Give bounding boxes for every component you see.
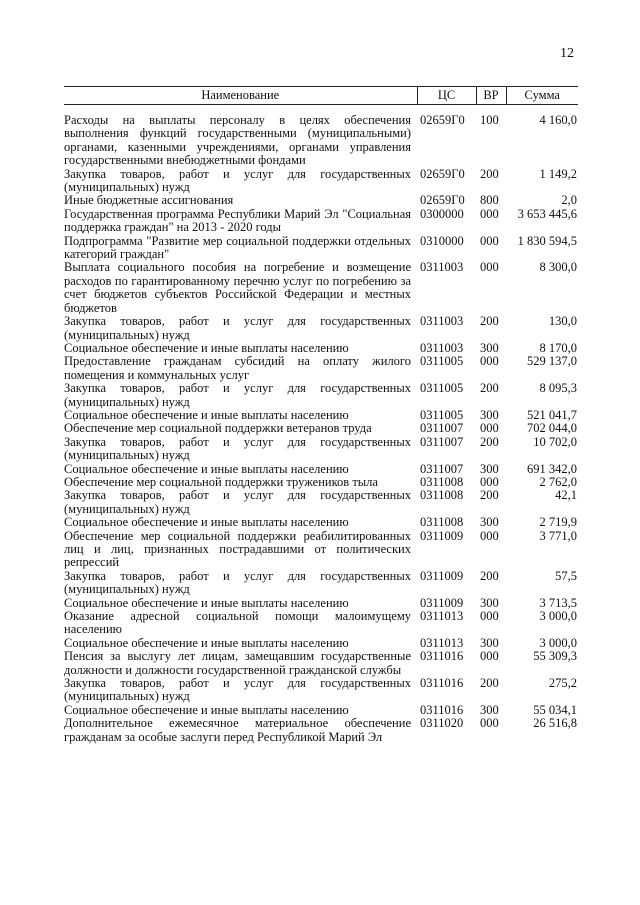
page-number: 12 <box>560 46 574 61</box>
row-cs: 0311007 <box>420 434 464 449</box>
row-vr: 300 <box>480 407 499 422</box>
row-vr: 000 <box>480 421 499 436</box>
row-sum: 529 137,0 <box>527 354 577 369</box>
table-row <box>64 315 578 342</box>
header-sum: Сумма <box>506 87 578 105</box>
table-row <box>64 637 578 650</box>
table-row <box>64 409 578 422</box>
row-name: Иные бюджетные ассигнования <box>64 193 234 208</box>
header-vr: ВР <box>476 87 506 105</box>
row-vr: 000 <box>480 233 499 248</box>
row-name: Обеспечение мер социальной поддержки тружеников тыла <box>64 474 378 489</box>
row-name: Оказание адресной социальной помощи малоимущему населению <box>64 609 411 637</box>
table-row <box>64 382 578 409</box>
row-sum: 3 000,0 <box>539 635 577 650</box>
row-cs: 0311008 <box>420 515 464 530</box>
row-sum: 3 000,0 <box>539 609 577 624</box>
table-row <box>64 476 578 489</box>
row-vr: 200 <box>480 381 499 396</box>
row-sum: 2 719,9 <box>539 515 577 530</box>
row-vr: 200 <box>480 314 499 329</box>
row-vr: 200 <box>480 488 499 503</box>
row-cs: 0310000 <box>420 233 464 248</box>
row-cs: 0311009 <box>420 568 464 583</box>
row-sum: 42,1 <box>555 488 577 503</box>
row-sum: 1 149,2 <box>539 166 577 181</box>
row-name: Социальное обеспечение и иные выплаты населению <box>64 407 349 422</box>
row-name: Закупка товаров, работ и услуг для государственных (муниципальных) нужд <box>64 676 411 704</box>
table-row <box>64 650 578 677</box>
row-sum: 26 516,8 <box>533 716 577 731</box>
row-name: Подпрограмма "Развитие мер социальной поддержки отдельных категорий граждан" <box>64 233 411 262</box>
row-vr: 000 <box>480 260 499 275</box>
row-sum: 702 044,0 <box>527 421 577 436</box>
table-row <box>64 530 578 570</box>
row-name: Расходы на выплаты персоналу в целях обеспечения выполнения функций государственными (муниципальными) органами, казенными учреждениями, органами управления государственными внебюджетными фондами <box>64 113 411 168</box>
row-vr: 300 <box>480 461 499 476</box>
table-row <box>64 610 578 637</box>
row-sum: 1 830 594,5 <box>517 233 577 248</box>
row-sum: 8 095,3 <box>539 381 577 396</box>
table-row <box>64 516 578 529</box>
table-row <box>64 261 578 315</box>
row-cs: 0311005 <box>420 407 464 422</box>
row-vr: 300 <box>480 635 499 650</box>
row-vr: 300 <box>480 340 499 355</box>
table-row <box>64 422 578 435</box>
row-vr: 300 <box>480 595 499 610</box>
row-sum: 55 034,1 <box>533 702 577 717</box>
row-vr: 000 <box>480 206 499 221</box>
row-name: Обеспечение мер социальной поддержки ветеранов труда <box>64 421 372 436</box>
row-vr: 200 <box>480 676 499 691</box>
row-cs: 0311016 <box>420 676 464 691</box>
row-name: Предоставление гражданам субсидий на оплату жилого помещения и коммунальных услуг <box>64 354 411 382</box>
table-row <box>64 342 578 355</box>
row-sum: 130,0 <box>548 314 577 329</box>
row-cs: 0311003 <box>420 340 464 355</box>
row-cs: 02659Г0 <box>420 193 465 208</box>
row-sum: 8 300,0 <box>539 260 577 275</box>
table-row <box>64 235 578 262</box>
row-vr: 800 <box>480 193 499 208</box>
table-row <box>64 704 578 717</box>
row-name: Дополнительное ежемесячное материальное обеспечение гражданам за особые заслуги перед Республикой Марий Эл <box>64 716 411 744</box>
table-row <box>64 194 578 207</box>
row-vr: 000 <box>480 649 499 664</box>
row-name: Социальное обеспечение и иные выплаты населению <box>64 340 349 355</box>
row-cs: 0311003 <box>420 260 464 275</box>
row-sum: 521 041,7 <box>527 407 577 422</box>
row-vr: 200 <box>480 166 499 181</box>
table-row <box>64 168 578 195</box>
row-cs: 0300000 <box>420 206 464 221</box>
row-cs: 02659Г0 <box>420 113 465 127</box>
row-cs: 0311005 <box>420 381 464 396</box>
row-cs: 0311009 <box>420 595 464 610</box>
row-name: Обеспечение мер социальной поддержки реабилитированных лиц и лиц, признанных пострадавшими от политических репрессий <box>64 528 411 570</box>
row-cs: 0311008 <box>420 474 464 489</box>
row-name: Закупка товаров, работ и услуг для государственных (муниципальных) нужд <box>64 381 411 409</box>
row-name: Социальное обеспечение и иные выплаты населению <box>64 635 349 650</box>
row-cs: 0311020 <box>420 716 464 731</box>
row-cs: 0311007 <box>420 461 464 476</box>
row-name: Закупка товаров, работ и услуг для государственных (муниципальных) нужд <box>64 434 411 463</box>
row-cs: 0311013 <box>420 609 464 624</box>
row-name: Государственная программа Республики Марий Эл "Социальная поддержка граждан" на 2013 - 2020 годы <box>64 206 411 235</box>
row-name: Закупка товаров, работ и услуг для государственных (муниципальных) нужд <box>64 568 411 597</box>
row-cs: 0311016 <box>420 649 464 664</box>
row-sum: 55 309,3 <box>533 649 577 664</box>
row-cs: 0311013 <box>420 635 464 650</box>
table-row <box>64 355 578 382</box>
row-cs: 02659Г0 <box>420 166 465 181</box>
row-sum: 691 342,0 <box>527 461 577 476</box>
table-row <box>64 717 578 744</box>
row-name: Закупка товаров, работ и услуг для государственных (муниципальных) нужд <box>64 488 411 516</box>
row-sum: 3 653 445,6 <box>517 206 577 221</box>
row-sum: 3 713,5 <box>539 595 577 610</box>
row-name: Социальное обеспечение и иные выплаты населению <box>64 595 349 610</box>
row-vr: 100 <box>480 113 499 127</box>
row-vr: 000 <box>480 528 499 543</box>
table-row <box>64 208 578 235</box>
row-name: Социальное обеспечение и иные выплаты населению <box>64 702 349 717</box>
table-row <box>64 597 578 610</box>
row-name: Пенсия за выслугу лет лицам, замещавшим государственные должности и должности государственной гражданской службы <box>64 649 411 677</box>
row-vr: 200 <box>480 434 499 449</box>
row-sum: 10 702,0 <box>533 434 577 449</box>
table-row <box>64 463 578 476</box>
row-cs: 0311008 <box>420 488 464 503</box>
row-vr: 300 <box>480 515 499 530</box>
row-sum: 2 762,0 <box>539 474 577 489</box>
row-sum: 3 771,0 <box>539 528 577 543</box>
row-cs: 0311003 <box>420 314 464 329</box>
row-name: Закупка товаров, работ и услуг для государственных (муниципальных) нужд <box>64 166 411 195</box>
row-sum: 2,0 <box>561 193 577 208</box>
row-vr: 000 <box>480 609 499 624</box>
row-cs: 0311005 <box>420 354 464 369</box>
row-vr: 300 <box>480 702 499 717</box>
row-sum: 275,2 <box>548 676 577 691</box>
row-vr: 000 <box>480 354 499 369</box>
row-name: Социальное обеспечение и иные выплаты населению <box>64 461 349 476</box>
row-name: Социальное обеспечение и иные выплаты населению <box>64 515 349 530</box>
table-header-row <box>64 87 578 105</box>
table-row <box>64 436 578 463</box>
table-row <box>64 677 578 704</box>
row-cs: 0311007 <box>420 421 464 436</box>
table-row <box>64 570 578 597</box>
header-name: Наименование <box>64 87 417 105</box>
row-name: Закупка товаров, работ и услуг для государственных (муниципальных) нужд <box>64 314 411 342</box>
row-vr: 000 <box>480 474 499 489</box>
row-cs: 0311016 <box>420 702 464 717</box>
table-row <box>64 105 578 168</box>
row-name: Выплата социального пособия на погребение и возмещение расходов по гарантированному перечню услуг по погребению за счет бюджетов субъектов Российской Федерации и местных бюджетов <box>64 260 411 315</box>
row-cs: 0311009 <box>420 528 464 543</box>
row-sum: 57,5 <box>555 568 577 583</box>
row-vr: 200 <box>480 568 499 583</box>
header-cs: ЦС <box>417 87 476 105</box>
row-vr: 000 <box>480 716 499 731</box>
row-sum: 4 160,0 <box>539 113 577 127</box>
budget-table <box>64 86 578 744</box>
table-row <box>64 489 578 516</box>
row-sum: 8 170,0 <box>539 340 577 355</box>
